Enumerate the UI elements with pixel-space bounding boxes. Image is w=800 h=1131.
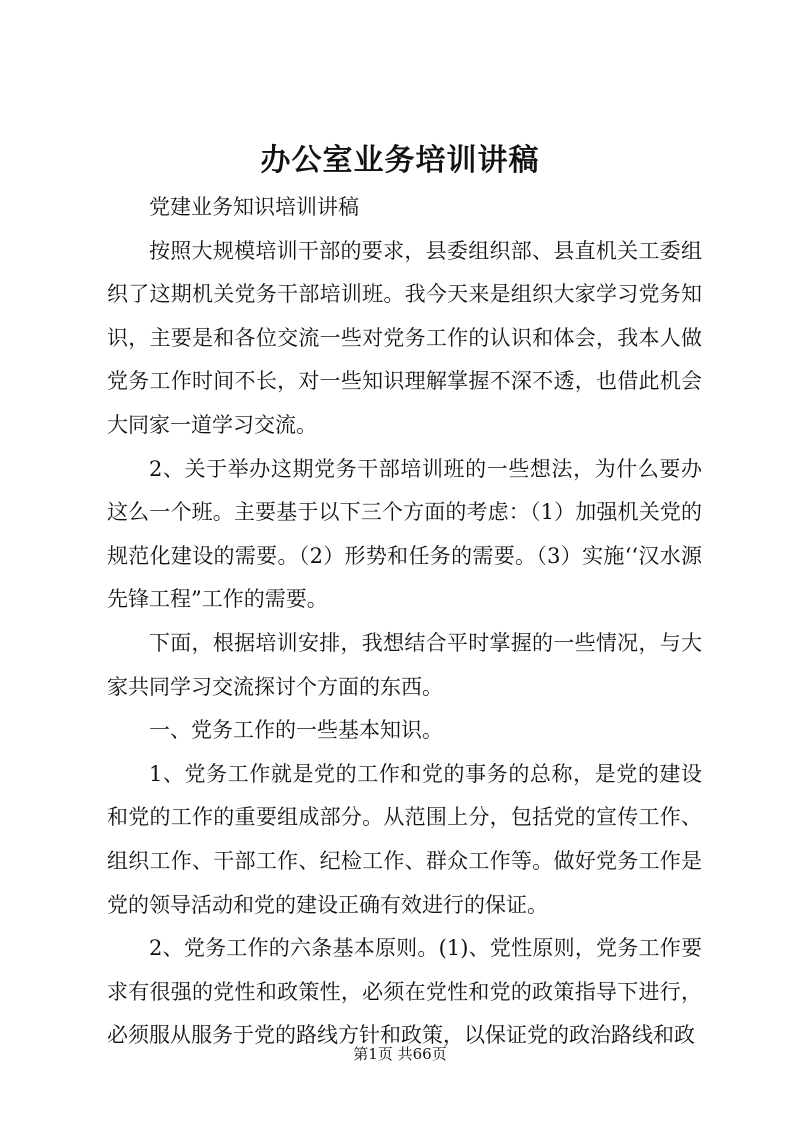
paragraph: 下面，根据培训安排，我想结合平时掌握的一些情况，与大家共同学习交流探讨个方面的东西。 bbox=[107, 630, 702, 699]
paragraph: 2、党务工作的六条基本原则。(1)、党性原则，党务工作要求有很强的党性和政策性，必须在党性和党的政策指导下进行，必须服从服务于党的路线方针和政策，以保证党的政治路线和政 bbox=[107, 936, 702, 1048]
paragraph: 1、党务工作就是党的工作和党的事务的总称，是党的建设和党的工作的重要组成部分。从范围上分，包括党的宣传工作、组织工作、干部工作、纪检工作、群众工作等。做好党务工作是党的领导活动和党的建设正确有效进行的保证。 bbox=[107, 761, 702, 917]
document-title: 办公室业务培训讲稿 bbox=[260, 143, 540, 178]
page-number-footer: 第1页 共66页 bbox=[353, 1045, 447, 1063]
paragraph-subtitle: 党建业务知识培训讲稿 bbox=[149, 195, 359, 219]
paragraph: 按照大规模培训干部的要求，县委组织部、县直机关工委组织了这期机关党务干部培训班。我今天来是组织大家学习党务知识，主要是和各位交流一些对党务工作的认识和体会，我本人做党务工作时间不长，对一些知识理解掌握不深不透，也借此机会大同家一道学习交流。 bbox=[107, 238, 702, 437]
paragraph: 2、关于举办这期党务干部培训班的一些想法，为什么要办这么一个班。主要基于以下三个方面的考虑：（1）加强机关党的规范化建设的需要。（2）形势和任务的需要。（3）实施‘‘汉水源先锋工程”工作的需要。 bbox=[107, 456, 702, 612]
section-heading: 一、党务工作的一些基本知识。 bbox=[149, 718, 443, 743]
document-body bbox=[107, 186, 702, 1058]
